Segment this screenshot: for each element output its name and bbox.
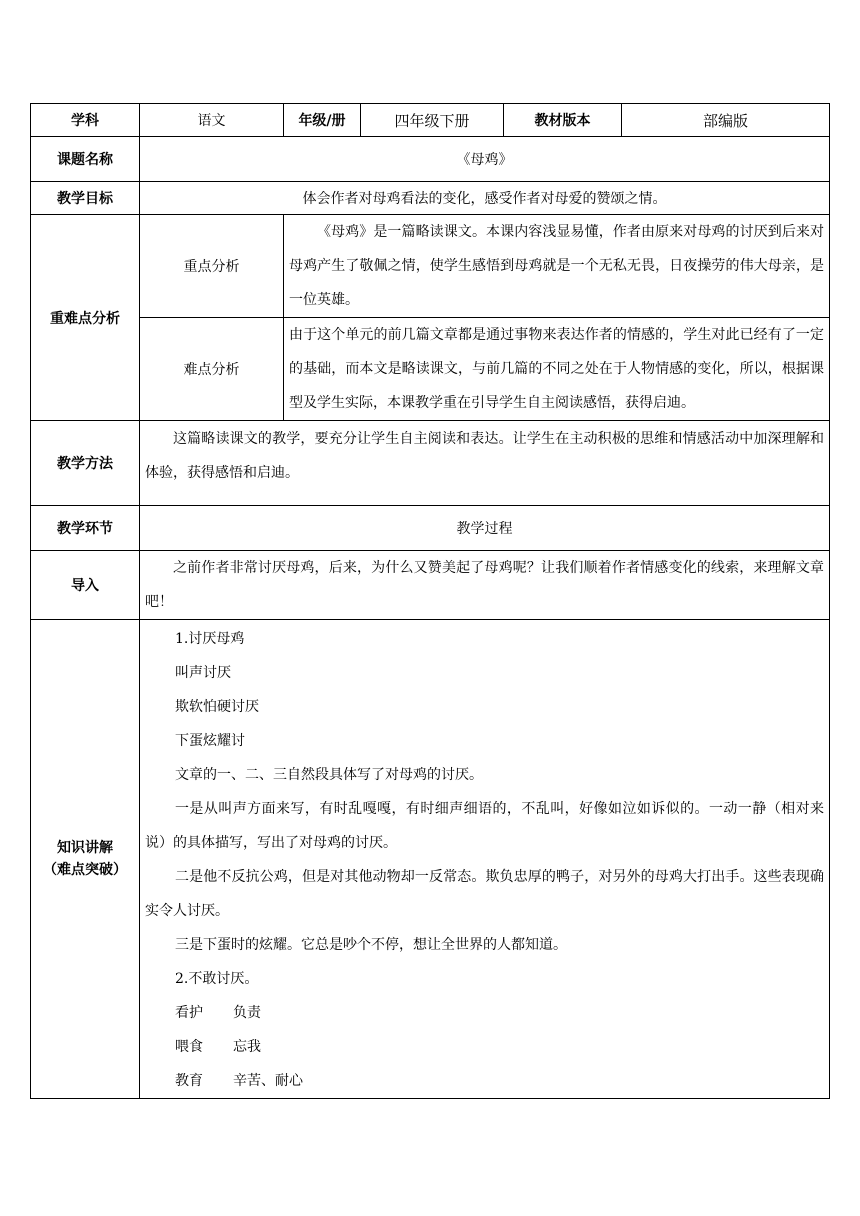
key-point-row <box>31 215 830 318</box>
knowledge-label-line1: 知识讲解 <box>57 840 113 856</box>
grade-label: 年级/册 <box>284 104 361 137</box>
hard-point-text <box>284 318 830 421</box>
intro-text <box>140 551 830 620</box>
knowledge-line: 下蛋炫耀讨 <box>175 733 245 749</box>
header-row <box>31 104 830 137</box>
pair-action: 看护 <box>175 1005 203 1021</box>
goal-label: 教学目标 <box>31 182 140 215</box>
grade-value: 四年级下册 <box>361 104 504 137</box>
knowledge-line: 1.讨厌母鸡 <box>175 631 245 647</box>
difficulty-label: 重难点分析 <box>31 215 140 421</box>
edition-label: 教材版本 <box>504 104 622 137</box>
process-header-value: 教学过程 <box>140 506 830 551</box>
knowledge-line: 文章的一、二、三自然段具体写了对母鸡的讨厌。 <box>175 767 483 783</box>
knowledge-pair <box>145 1064 824 1098</box>
subject-value: 语文 <box>140 104 284 137</box>
method-paragraph: 这篇略读课文的教学，要充分让学生自主阅读和表达。让学生在主动积极的思维和情感活动中加深理解和体验，获得感悟和启迪。 <box>145 431 824 481</box>
knowledge-pair <box>145 1030 824 1064</box>
hard-point-row <box>31 318 830 421</box>
method-text <box>140 421 830 506</box>
pair-quality: 负责 <box>233 1005 261 1021</box>
knowledge-line: 叫声讨厌 <box>175 665 231 681</box>
knowledge-line: 2.不敢讨厌。 <box>175 971 259 987</box>
process-header-row <box>31 506 830 551</box>
knowledge-line: 欺软怕硬讨厌 <box>175 699 259 715</box>
subject-label: 学科 <box>31 104 140 137</box>
pair-action: 教育 <box>175 1073 203 1089</box>
knowledge-label-line2: （难点突破） <box>43 862 127 878</box>
knowledge-content <box>140 620 830 1099</box>
intro-row <box>31 551 830 620</box>
pair-action: 喂食 <box>175 1039 203 1055</box>
knowledge-pair <box>145 996 824 1030</box>
intro-label: 导入 <box>31 551 140 620</box>
method-row <box>31 421 830 506</box>
topic-value: 《母鸡》 <box>140 137 830 182</box>
lesson-plan-table <box>30 103 830 1099</box>
topic-label: 课题名称 <box>31 137 140 182</box>
pair-quality: 忘我 <box>233 1039 261 1055</box>
hard-point-paragraph: 由于这个单元的前几篇文章都是通过事物来表达作者的情感的，学生对此已经有了一定的基础，而本文是略读课文，与前几篇的不同之处在于人物情感的变化，所以，根据课型及学生实际，本课教学重在引导学生自主阅读感悟，获得启迪。 <box>289 327 824 411</box>
key-point-label: 重点分析 <box>140 215 284 318</box>
method-label: 教学方法 <box>31 421 140 506</box>
process-header-label: 教学环节 <box>31 506 140 551</box>
goal-row <box>31 182 830 215</box>
knowledge-label <box>31 620 140 1099</box>
key-point-paragraph: 《母鸡》是一篇略读课文。本课内容浅显易懂，作者由原来对母鸡的讨厌到后来对母鸡产生了敬佩之情，使学生感悟到母鸡就是一个无私无畏，日夜操劳的伟大母亲，是一位英雄。 <box>289 224 824 308</box>
knowledge-line: 三是下蛋时的炫耀。它总是吵个不停，想让全世界的人都知道。 <box>175 937 567 953</box>
knowledge-row <box>31 620 830 1099</box>
knowledge-paragraph: 二是他不反抗公鸡，但是对其他动物却一反常态。欺负忠厚的鸭子，对另外的母鸡大打出手。这些表现确实令人讨厌。 <box>145 869 824 919</box>
edition-value: 部编版 <box>622 104 830 137</box>
intro-paragraph: 之前作者非常讨厌母鸡，后来，为什么又赞美起了母鸡呢？让我们顺着作者情感变化的线索，来理解文章吧！ <box>145 560 824 610</box>
pair-quality: 辛苦、耐心 <box>233 1073 303 1089</box>
topic-row <box>31 137 830 182</box>
key-point-text <box>284 215 830 318</box>
goal-value: 体会作者对母鸡看法的变化，感受作者对母爱的赞颂之情。 <box>140 182 830 215</box>
knowledge-paragraph: 一是从叫声方面来写，有时乱嘎嘎，有时细声细语的，不乱叫，好像如泣如诉似的。一动一静（相对来说）的具体描写，写出了对母鸡的讨厌。 <box>145 801 824 851</box>
hard-point-label: 难点分析 <box>140 318 284 421</box>
